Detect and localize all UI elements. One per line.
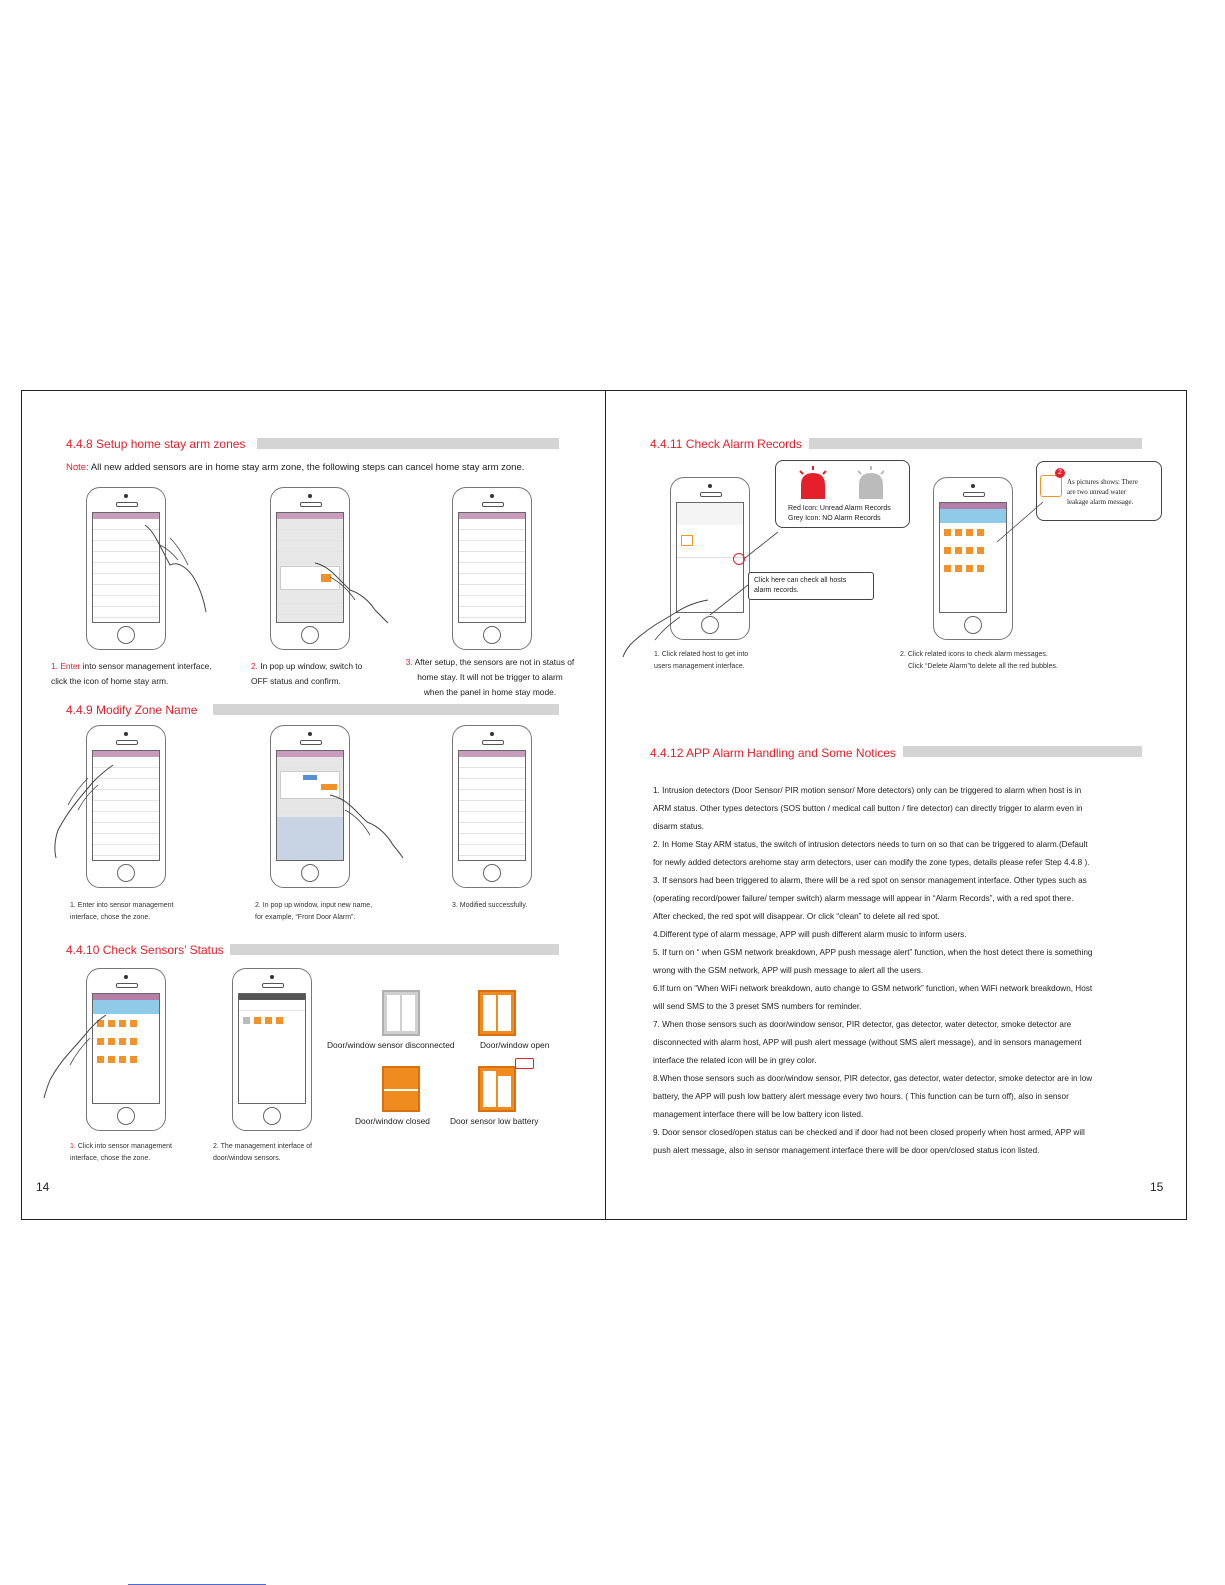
caption-4410-step1: 1. Click into sensor management interface, chose the zone. <box>70 1143 172 1162</box>
hand-icon <box>40 1010 110 1100</box>
caption-4411-step2: 2. Click related icons to check alarm messages. Click “Delete Alarm”to delete all the red bubbles. <box>900 651 1058 670</box>
badge-count: 2 <box>1055 468 1065 478</box>
phone-449-3 <box>452 725 532 888</box>
red-alarm-icon <box>795 465 831 501</box>
notice-line: After checked, the red spot will disappear. Or click “clean” to delete all red spot. <box>653 912 940 921</box>
hand-icon <box>325 790 405 860</box>
battery-icon <box>515 1058 534 1069</box>
callout-text: Click here can check all hosts alarm records. <box>754 577 847 594</box>
callout-pointer <box>700 530 780 620</box>
note-label: Note: <box>66 462 89 473</box>
section-bar-448 <box>257 438 559 449</box>
notice-line: push alert message, also in sensor management interface there will be door open/closed status icon listed. <box>653 1146 1040 1155</box>
water-leakage-icon <box>1040 475 1062 497</box>
notice-line: 8.When those sensors such as door/window sensor, PIR detector, gas detector, water detector, smoke detector are in low <box>653 1074 1093 1083</box>
caption-4411-step1: 1. Click related host to get into users management interface. <box>654 651 749 670</box>
notice-line: 4.Different type of alarm message, APP will push different alarm music to inform users. <box>653 930 967 939</box>
notice-line: disconnected with alarm host, APP will push alert message (without SMS alert message), and in sensors management <box>653 1038 1082 1047</box>
door-disconnected-label: Door/window sensor disconnected <box>327 1040 455 1050</box>
info-bubble-text: As pictures shows: There are two unread water leakage alarm message. <box>1067 478 1138 506</box>
notice-line: disarm status. <box>653 822 704 831</box>
section-bar-4410 <box>230 944 559 955</box>
section-bar-4411 <box>809 438 1142 449</box>
hand-icon <box>310 555 390 625</box>
notice-line: 7. When those sensors such as door/window sensor, PIR detector, gas detector, water detector, smoke detector are <box>653 1020 1072 1029</box>
page-number-left: 14 <box>36 1180 50 1194</box>
note-448 <box>66 462 524 473</box>
door-low-battery-label: Door sensor low battery <box>450 1116 539 1126</box>
section-title-4410: 4.4.10 Check Sensors’ Status <box>66 943 224 957</box>
notice-line: management interface there will be low battery icon listed. <box>653 1110 864 1119</box>
caption-448-step1: 1. Enter into sensor management interface, click the icon of home stay arm. <box>51 661 212 686</box>
notice-line: (operating record/power failure/ temper switch) alarm message will appear in “Alarm Records”, with a red spot there. <box>653 894 1074 903</box>
notice-line: battery, the APP will push low battery alert message every two hours. ( This function can be turn off), also in sensor <box>653 1092 1069 1101</box>
section-title-449: 4.4.9 Modify Zone Name <box>66 703 198 717</box>
caption-449-step1: 1. Enter into sensor management interface, chose the zone. <box>70 902 174 921</box>
notice-line: ARM status. Other types detectors (SOS button / medical call button / fire detector) can directly trigger to alarm even in <box>653 804 1083 813</box>
section-title-448: 4.4.8 Setup home stay arm zones <box>66 437 246 451</box>
notice-line: will send SMS to the 3 preset SMS numbers for reminder. <box>653 1002 862 1011</box>
hand-icon <box>140 520 210 615</box>
notice-line: 2. In Home Stay ARM status, the switch of intrusion detectors needs to turn on so that can be triggered to alarm.(Default <box>653 840 1088 849</box>
phone-448-3 <box>452 487 532 650</box>
notice-list <box>653 782 1153 1160</box>
caption-448-step3: 3. After setup, the sensors are not in status of home stay. It will not be trigger to alarm when the panel in home stay mode. <box>405 657 575 697</box>
notice-line: 3. If sensors had been triggered to alarm, there will be a red spot on sensor management interface. Other types such as <box>653 876 1087 885</box>
caption-449-step2: 2. In pop up window, input new name, for example, “Front Door Alarm”. <box>255 902 373 921</box>
notice-line: wrong with the GSM network, APP will push message to alert all the users. <box>653 966 924 975</box>
caption-4410-step2: 2. The management interface of door/window sensors. <box>213 1143 313 1162</box>
grey-alarm-icon <box>853 465 889 501</box>
notice-line: 9. Door sensor closed/open status can be checked and if door had not been closed properly when host armed, APP will <box>653 1128 1085 1137</box>
notice-line: 1. Intrusion detectors (Door Sensor/ PIR motion sensor/ More detectors) only can be triggered to alarm when host is in <box>653 786 1082 795</box>
legend-red: Red Icon: Unread Alarm Records <box>788 505 891 512</box>
door-open-label: Door/window open <box>480 1040 550 1050</box>
section-bar-449 <box>213 704 559 715</box>
section-title-4411: 4.4.11 Check Alarm Records <box>650 437 802 451</box>
page-number-right: 15 <box>1150 1180 1164 1194</box>
section-bar-4412 <box>903 746 1142 757</box>
door-open-icon <box>478 990 516 1036</box>
notice-line: 6.If turn on “When WiFi network breakdown, auto change to GSM network” function, when WiFi network breakdown, Host <box>653 984 1093 993</box>
notice-line: interface the related icon will be in grey color. <box>653 1056 817 1065</box>
phone-4410-2 <box>232 968 312 1131</box>
caption-449-step3: 3. Modified successfully. <box>452 902 528 909</box>
page-divider <box>605 390 606 1220</box>
note-text: All new added sensors are in home stay arm zone, the following steps can cancel home stay arm zone. <box>88 462 525 473</box>
door-low-battery-icon <box>478 1066 516 1112</box>
section-title-4412: 4.4.12 APP Alarm Handling and Some Notices <box>650 746 896 760</box>
legend-grey: Grey Icon: NO Alarm Records <box>788 515 881 522</box>
door-closed-label: Door/window closed <box>355 1116 430 1126</box>
caption-448-step2: 2. In pop up window, switch to OFF status and confirm. <box>251 661 363 686</box>
notice-line: for newly added detectors arehome stay arm detectors, user can modify the zone types, details please refer Step 4.4.8 ). <box>653 858 1090 867</box>
notice-line: 5. If turn on “ when GSM network breakdown, APP push message alert” function, when the host detect there is something <box>653 948 1093 957</box>
hand-icon <box>48 760 118 860</box>
door-closed-icon <box>382 1066 420 1112</box>
door-disconnected-icon <box>382 990 420 1036</box>
info-pointer <box>995 500 1045 545</box>
